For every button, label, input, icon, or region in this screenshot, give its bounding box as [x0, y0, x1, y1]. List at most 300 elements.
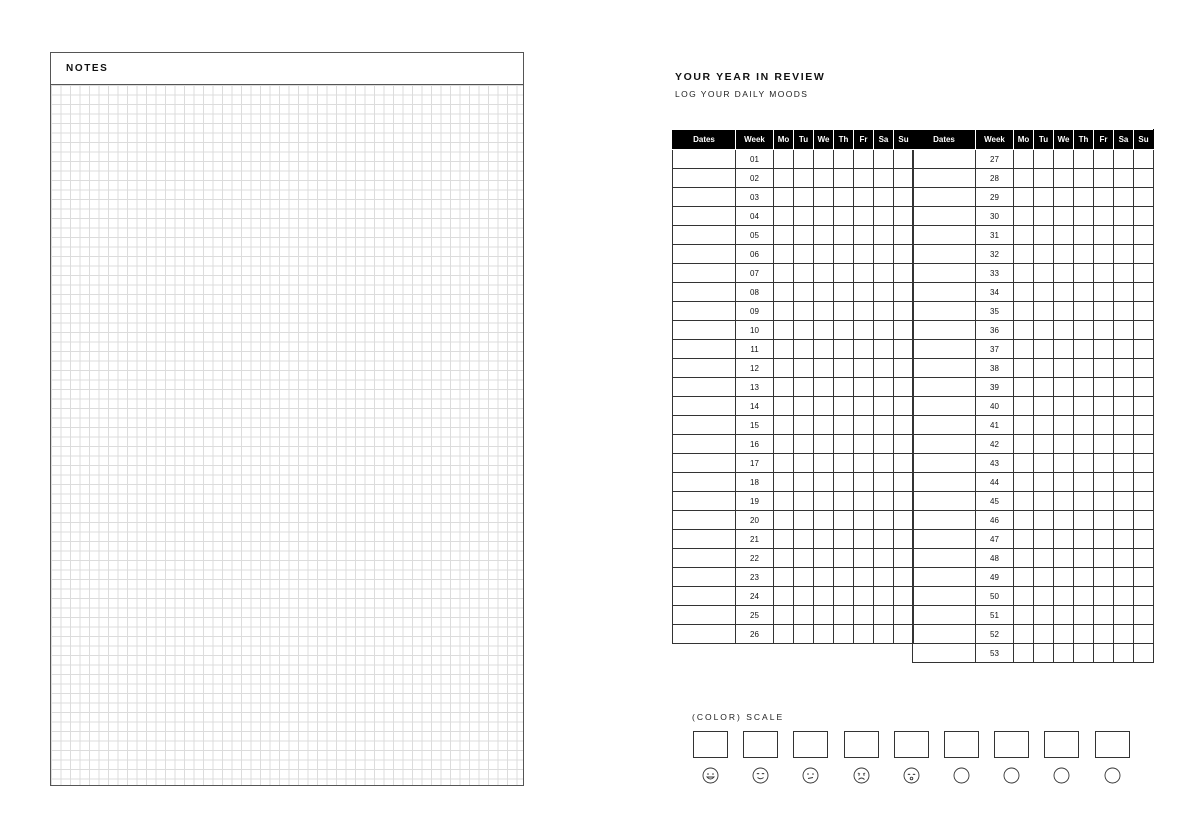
- mood-day-cell[interactable]: [1034, 568, 1054, 587]
- dates-cell[interactable]: [673, 321, 736, 340]
- dates-cell[interactable]: [673, 207, 736, 226]
- mood-day-cell[interactable]: [1054, 283, 1074, 302]
- mood-day-cell[interactable]: [794, 397, 814, 416]
- mood-day-cell[interactable]: [814, 302, 834, 321]
- mood-day-cell[interactable]: [814, 606, 834, 625]
- mood-day-cell[interactable]: [1094, 245, 1114, 264]
- mood-day-cell[interactable]: [854, 340, 874, 359]
- mood-day-cell[interactable]: [1054, 264, 1074, 283]
- mood-day-cell[interactable]: [1134, 264, 1154, 283]
- mood-day-cell[interactable]: [1094, 283, 1114, 302]
- mood-day-cell[interactable]: [1014, 207, 1034, 226]
- mood-day-cell[interactable]: [1114, 245, 1134, 264]
- mood-day-cell[interactable]: [894, 568, 914, 587]
- mood-day-cell[interactable]: [1014, 568, 1034, 587]
- mood-day-cell[interactable]: [814, 245, 834, 264]
- mood-day-cell[interactable]: [834, 568, 854, 587]
- mood-day-cell[interactable]: [1014, 226, 1034, 245]
- mood-day-cell[interactable]: [834, 150, 854, 169]
- mood-day-cell[interactable]: [1134, 226, 1154, 245]
- dates-cell[interactable]: [913, 264, 976, 283]
- mood-day-cell[interactable]: [1034, 530, 1054, 549]
- mood-day-cell[interactable]: [1094, 302, 1114, 321]
- mood-day-cell[interactable]: [874, 245, 894, 264]
- mood-day-cell[interactable]: [1074, 587, 1094, 606]
- mood-day-cell[interactable]: [774, 587, 794, 606]
- mood-day-cell[interactable]: [1054, 435, 1074, 454]
- mood-day-cell[interactable]: [854, 188, 874, 207]
- mood-day-cell[interactable]: [834, 207, 854, 226]
- mood-day-cell[interactable]: [1094, 454, 1114, 473]
- dates-cell[interactable]: [673, 340, 736, 359]
- mood-day-cell[interactable]: [854, 378, 874, 397]
- mood-day-cell[interactable]: [874, 435, 894, 454]
- mood-day-cell[interactable]: [774, 321, 794, 340]
- mood-day-cell[interactable]: [1134, 169, 1154, 188]
- mood-day-cell[interactable]: [774, 378, 794, 397]
- mood-day-cell[interactable]: [1134, 321, 1154, 340]
- dates-cell[interactable]: [913, 511, 976, 530]
- mood-day-cell[interactable]: [894, 302, 914, 321]
- mood-day-cell[interactable]: [794, 587, 814, 606]
- mood-day-cell[interactable]: [1034, 188, 1054, 207]
- mood-day-cell[interactable]: [1034, 150, 1054, 169]
- mood-day-cell[interactable]: [774, 530, 794, 549]
- mood-day-cell[interactable]: [1134, 245, 1154, 264]
- mood-day-cell[interactable]: [894, 188, 914, 207]
- mood-day-cell[interactable]: [894, 606, 914, 625]
- dates-cell[interactable]: [673, 378, 736, 397]
- mood-day-cell[interactable]: [1134, 606, 1154, 625]
- mood-day-cell[interactable]: [1094, 511, 1114, 530]
- mood-day-cell[interactable]: [1134, 568, 1154, 587]
- mood-day-cell[interactable]: [774, 340, 794, 359]
- mood-day-cell[interactable]: [794, 606, 814, 625]
- mood-day-cell[interactable]: [1014, 340, 1034, 359]
- mood-day-cell[interactable]: [1054, 397, 1074, 416]
- mood-day-cell[interactable]: [1114, 264, 1134, 283]
- mood-day-cell[interactable]: [1114, 169, 1134, 188]
- dates-cell[interactable]: [673, 359, 736, 378]
- mood-day-cell[interactable]: [1094, 340, 1114, 359]
- mood-day-cell[interactable]: [1034, 625, 1054, 644]
- mood-day-cell[interactable]: [874, 302, 894, 321]
- mood-day-cell[interactable]: [1054, 321, 1074, 340]
- mood-day-cell[interactable]: [854, 435, 874, 454]
- mood-day-cell[interactable]: [1014, 302, 1034, 321]
- mood-day-cell[interactable]: [1014, 188, 1034, 207]
- mood-day-cell[interactable]: [814, 188, 834, 207]
- dates-cell[interactable]: [913, 150, 976, 169]
- dates-cell[interactable]: [913, 435, 976, 454]
- mood-day-cell[interactable]: [874, 378, 894, 397]
- mood-day-cell[interactable]: [1054, 207, 1074, 226]
- mood-day-cell[interactable]: [774, 568, 794, 587]
- mood-day-cell[interactable]: [1014, 644, 1034, 663]
- mood-day-cell[interactable]: [1034, 473, 1054, 492]
- mood-day-cell[interactable]: [794, 302, 814, 321]
- mood-day-cell[interactable]: [1014, 511, 1034, 530]
- dates-cell[interactable]: [673, 169, 736, 188]
- mood-day-cell[interactable]: [1014, 606, 1034, 625]
- mood-day-cell[interactable]: [834, 169, 854, 188]
- dates-cell[interactable]: [913, 587, 976, 606]
- mood-day-cell[interactable]: [1094, 587, 1114, 606]
- mood-day-cell[interactable]: [834, 321, 854, 340]
- color-swatch[interactable]: [793, 731, 828, 758]
- mood-day-cell[interactable]: [1114, 644, 1134, 663]
- mood-day-cell[interactable]: [894, 207, 914, 226]
- mood-day-cell[interactable]: [894, 549, 914, 568]
- mood-day-cell[interactable]: [1094, 473, 1114, 492]
- mood-day-cell[interactable]: [1134, 587, 1154, 606]
- mood-day-cell[interactable]: [1014, 549, 1034, 568]
- color-swatch[interactable]: [994, 731, 1029, 758]
- mood-day-cell[interactable]: [1074, 549, 1094, 568]
- mood-day-cell[interactable]: [1114, 492, 1134, 511]
- mood-day-cell[interactable]: [794, 359, 814, 378]
- mood-day-cell[interactable]: [1054, 473, 1074, 492]
- mood-day-cell[interactable]: [774, 150, 794, 169]
- mood-day-cell[interactable]: [794, 492, 814, 511]
- mood-day-cell[interactable]: [894, 511, 914, 530]
- mood-day-cell[interactable]: [1014, 435, 1034, 454]
- mood-day-cell[interactable]: [894, 359, 914, 378]
- mood-day-cell[interactable]: [774, 169, 794, 188]
- dates-cell[interactable]: [913, 226, 976, 245]
- mood-day-cell[interactable]: [1134, 207, 1154, 226]
- mood-day-cell[interactable]: [1054, 169, 1074, 188]
- dates-cell[interactable]: [913, 568, 976, 587]
- mood-day-cell[interactable]: [1014, 264, 1034, 283]
- mood-day-cell[interactable]: [834, 625, 854, 644]
- mood-day-cell[interactable]: [1094, 530, 1114, 549]
- mood-day-cell[interactable]: [1094, 606, 1114, 625]
- dates-cell[interactable]: [673, 530, 736, 549]
- mood-day-cell[interactable]: [1114, 283, 1134, 302]
- dates-cell[interactable]: [673, 587, 736, 606]
- dates-cell[interactable]: [913, 302, 976, 321]
- dates-cell[interactable]: [913, 340, 976, 359]
- mood-day-cell[interactable]: [894, 340, 914, 359]
- mood-day-cell[interactable]: [1114, 302, 1134, 321]
- mood-day-cell[interactable]: [894, 169, 914, 188]
- mood-day-cell[interactable]: [874, 340, 894, 359]
- mood-day-cell[interactable]: [854, 359, 874, 378]
- mood-day-cell[interactable]: [794, 150, 814, 169]
- mood-day-cell[interactable]: [814, 549, 834, 568]
- dates-cell[interactable]: [913, 492, 976, 511]
- mood-day-cell[interactable]: [794, 226, 814, 245]
- mood-day-cell[interactable]: [1014, 150, 1034, 169]
- mood-day-cell[interactable]: [1114, 207, 1134, 226]
- mood-day-cell[interactable]: [1134, 530, 1154, 549]
- mood-day-cell[interactable]: [834, 359, 854, 378]
- mood-day-cell[interactable]: [814, 150, 834, 169]
- mood-day-cell[interactable]: [1134, 150, 1154, 169]
- mood-day-cell[interactable]: [1014, 321, 1034, 340]
- mood-day-cell[interactable]: [774, 511, 794, 530]
- mood-day-cell[interactable]: [774, 302, 794, 321]
- mood-day-cell[interactable]: [1074, 435, 1094, 454]
- mood-day-cell[interactable]: [814, 359, 834, 378]
- mood-day-cell[interactable]: [1074, 359, 1094, 378]
- mood-day-cell[interactable]: [1114, 549, 1134, 568]
- mood-day-cell[interactable]: [1034, 644, 1054, 663]
- dates-cell[interactable]: [913, 416, 976, 435]
- mood-day-cell[interactable]: [1054, 302, 1074, 321]
- mood-day-cell[interactable]: [1114, 188, 1134, 207]
- mood-day-cell[interactable]: [894, 264, 914, 283]
- mood-day-cell[interactable]: [1014, 492, 1034, 511]
- mood-day-cell[interactable]: [1034, 340, 1054, 359]
- mood-day-cell[interactable]: [874, 473, 894, 492]
- mood-day-cell[interactable]: [1054, 606, 1074, 625]
- dates-cell[interactable]: [913, 606, 976, 625]
- mood-day-cell[interactable]: [1114, 511, 1134, 530]
- mood-day-cell[interactable]: [894, 378, 914, 397]
- mood-day-cell[interactable]: [814, 625, 834, 644]
- mood-day-cell[interactable]: [1054, 226, 1074, 245]
- mood-day-cell[interactable]: [1074, 169, 1094, 188]
- mood-day-cell[interactable]: [1034, 169, 1054, 188]
- mood-day-cell[interactable]: [874, 492, 894, 511]
- mood-day-cell[interactable]: [814, 340, 834, 359]
- dates-cell[interactable]: [913, 245, 976, 264]
- mood-day-cell[interactable]: [854, 397, 874, 416]
- mood-day-cell[interactable]: [1054, 340, 1074, 359]
- mood-day-cell[interactable]: [1114, 397, 1134, 416]
- mood-day-cell[interactable]: [894, 435, 914, 454]
- mood-day-cell[interactable]: [1034, 511, 1054, 530]
- dates-cell[interactable]: [673, 568, 736, 587]
- mood-day-cell[interactable]: [1014, 416, 1034, 435]
- mood-day-cell[interactable]: [1074, 188, 1094, 207]
- mood-day-cell[interactable]: [834, 188, 854, 207]
- mood-day-cell[interactable]: [874, 568, 894, 587]
- mood-day-cell[interactable]: [834, 397, 854, 416]
- mood-day-cell[interactable]: [1034, 359, 1054, 378]
- mood-day-cell[interactable]: [854, 207, 874, 226]
- mood-day-cell[interactable]: [774, 283, 794, 302]
- dates-cell[interactable]: [673, 283, 736, 302]
- mood-day-cell[interactable]: [1094, 264, 1114, 283]
- mood-day-cell[interactable]: [854, 245, 874, 264]
- mood-day-cell[interactable]: [1134, 511, 1154, 530]
- mood-day-cell[interactable]: [1074, 283, 1094, 302]
- mood-day-cell[interactable]: [1094, 359, 1114, 378]
- dates-cell[interactable]: [913, 283, 976, 302]
- mood-day-cell[interactable]: [1054, 378, 1074, 397]
- mood-day-cell[interactable]: [1134, 397, 1154, 416]
- mood-day-cell[interactable]: [1014, 359, 1034, 378]
- mood-day-cell[interactable]: [854, 625, 874, 644]
- mood-day-cell[interactable]: [1054, 188, 1074, 207]
- mood-day-cell[interactable]: [1094, 625, 1114, 644]
- mood-day-cell[interactable]: [1014, 454, 1034, 473]
- mood-day-cell[interactable]: [1074, 264, 1094, 283]
- mood-day-cell[interactable]: [794, 264, 814, 283]
- mood-day-cell[interactable]: [854, 511, 874, 530]
- mood-day-cell[interactable]: [1094, 435, 1114, 454]
- mood-day-cell[interactable]: [1074, 454, 1094, 473]
- mood-day-cell[interactable]: [834, 587, 854, 606]
- mood-day-cell[interactable]: [794, 188, 814, 207]
- dates-cell[interactable]: [913, 378, 976, 397]
- mood-day-cell[interactable]: [1134, 340, 1154, 359]
- mood-day-cell[interactable]: [774, 549, 794, 568]
- mood-day-cell[interactable]: [834, 283, 854, 302]
- mood-day-cell[interactable]: [774, 397, 794, 416]
- dates-cell[interactable]: [913, 549, 976, 568]
- mood-day-cell[interactable]: [1114, 150, 1134, 169]
- mood-day-cell[interactable]: [1114, 606, 1134, 625]
- mood-day-cell[interactable]: [834, 302, 854, 321]
- mood-day-cell[interactable]: [1014, 587, 1034, 606]
- mood-day-cell[interactable]: [1134, 549, 1154, 568]
- dates-cell[interactable]: [673, 150, 736, 169]
- mood-day-cell[interactable]: [774, 625, 794, 644]
- mood-day-cell[interactable]: [774, 473, 794, 492]
- mood-day-cell[interactable]: [1034, 378, 1054, 397]
- mood-day-cell[interactable]: [1074, 150, 1094, 169]
- dates-cell[interactable]: [913, 530, 976, 549]
- mood-day-cell[interactable]: [814, 397, 834, 416]
- mood-day-cell[interactable]: [794, 625, 814, 644]
- mood-day-cell[interactable]: [1074, 644, 1094, 663]
- mood-day-cell[interactable]: [794, 530, 814, 549]
- mood-day-cell[interactable]: [854, 150, 874, 169]
- mood-day-cell[interactable]: [1034, 264, 1054, 283]
- mood-day-cell[interactable]: [1094, 397, 1114, 416]
- mood-day-cell[interactable]: [1114, 321, 1134, 340]
- dates-cell[interactable]: [673, 302, 736, 321]
- mood-day-cell[interactable]: [1034, 321, 1054, 340]
- mood-day-cell[interactable]: [874, 169, 894, 188]
- mood-day-cell[interactable]: [894, 530, 914, 549]
- mood-day-cell[interactable]: [1094, 644, 1114, 663]
- mood-day-cell[interactable]: [1054, 416, 1074, 435]
- mood-day-cell[interactable]: [1134, 283, 1154, 302]
- mood-day-cell[interactable]: [794, 207, 814, 226]
- mood-day-cell[interactable]: [1054, 454, 1074, 473]
- mood-day-cell[interactable]: [854, 568, 874, 587]
- mood-day-cell[interactable]: [814, 435, 834, 454]
- mood-day-cell[interactable]: [1014, 530, 1034, 549]
- mood-day-cell[interactable]: [1094, 568, 1114, 587]
- dates-cell[interactable]: [673, 606, 736, 625]
- dates-cell[interactable]: [673, 454, 736, 473]
- mood-day-cell[interactable]: [1074, 492, 1094, 511]
- mood-day-cell[interactable]: [1114, 435, 1134, 454]
- mood-day-cell[interactable]: [854, 226, 874, 245]
- mood-day-cell[interactable]: [1014, 283, 1034, 302]
- mood-day-cell[interactable]: [1014, 473, 1034, 492]
- mood-day-cell[interactable]: [1054, 150, 1074, 169]
- mood-day-cell[interactable]: [774, 245, 794, 264]
- mood-day-cell[interactable]: [814, 264, 834, 283]
- mood-day-cell[interactable]: [854, 302, 874, 321]
- dates-cell[interactable]: [673, 226, 736, 245]
- dates-cell[interactable]: [913, 321, 976, 340]
- mood-day-cell[interactable]: [854, 454, 874, 473]
- mood-day-cell[interactable]: [774, 226, 794, 245]
- mood-day-cell[interactable]: [834, 511, 854, 530]
- mood-day-cell[interactable]: [834, 606, 854, 625]
- mood-day-cell[interactable]: [874, 226, 894, 245]
- mood-day-cell[interactable]: [1134, 359, 1154, 378]
- mood-day-cell[interactable]: [854, 473, 874, 492]
- mood-day-cell[interactable]: [1054, 625, 1074, 644]
- mood-day-cell[interactable]: [1014, 169, 1034, 188]
- mood-day-cell[interactable]: [1014, 245, 1034, 264]
- mood-day-cell[interactable]: [1034, 587, 1054, 606]
- mood-day-cell[interactable]: [794, 340, 814, 359]
- mood-day-cell[interactable]: [1034, 606, 1054, 625]
- color-swatch[interactable]: [693, 731, 728, 758]
- mood-day-cell[interactable]: [1094, 321, 1114, 340]
- mood-day-cell[interactable]: [1114, 530, 1134, 549]
- mood-day-cell[interactable]: [1094, 169, 1114, 188]
- mood-day-cell[interactable]: [814, 492, 834, 511]
- mood-day-cell[interactable]: [1094, 416, 1114, 435]
- mood-day-cell[interactable]: [1054, 549, 1074, 568]
- dates-cell[interactable]: [673, 245, 736, 264]
- mood-day-cell[interactable]: [1074, 511, 1094, 530]
- mood-day-cell[interactable]: [794, 416, 814, 435]
- mood-day-cell[interactable]: [1074, 397, 1094, 416]
- mood-day-cell[interactable]: [1094, 226, 1114, 245]
- mood-day-cell[interactable]: [1094, 150, 1114, 169]
- mood-day-cell[interactable]: [814, 587, 834, 606]
- mood-day-cell[interactable]: [1134, 492, 1154, 511]
- mood-day-cell[interactable]: [1114, 226, 1134, 245]
- color-swatch[interactable]: [743, 731, 778, 758]
- color-swatch[interactable]: [1044, 731, 1079, 758]
- mood-day-cell[interactable]: [874, 606, 894, 625]
- mood-day-cell[interactable]: [774, 207, 794, 226]
- mood-day-cell[interactable]: [894, 625, 914, 644]
- mood-day-cell[interactable]: [1074, 473, 1094, 492]
- mood-day-cell[interactable]: [1054, 359, 1074, 378]
- mood-day-cell[interactable]: [1134, 644, 1154, 663]
- mood-day-cell[interactable]: [894, 416, 914, 435]
- mood-day-cell[interactable]: [1094, 492, 1114, 511]
- dates-cell[interactable]: [913, 644, 976, 663]
- mood-day-cell[interactable]: [874, 188, 894, 207]
- mood-day-cell[interactable]: [894, 245, 914, 264]
- mood-day-cell[interactable]: [1114, 416, 1134, 435]
- mood-day-cell[interactable]: [874, 207, 894, 226]
- mood-day-cell[interactable]: [834, 454, 854, 473]
- mood-day-cell[interactable]: [894, 321, 914, 340]
- color-swatch[interactable]: [944, 731, 979, 758]
- dates-cell[interactable]: [673, 473, 736, 492]
- mood-day-cell[interactable]: [1134, 454, 1154, 473]
- mood-day-cell[interactable]: [1074, 606, 1094, 625]
- mood-day-cell[interactable]: [814, 207, 834, 226]
- mood-day-cell[interactable]: [1034, 435, 1054, 454]
- dates-cell[interactable]: [673, 549, 736, 568]
- dates-cell[interactable]: [673, 435, 736, 454]
- mood-day-cell[interactable]: [794, 549, 814, 568]
- dates-cell[interactable]: [673, 397, 736, 416]
- dates-cell[interactable]: [913, 397, 976, 416]
- mood-day-cell[interactable]: [854, 530, 874, 549]
- mood-day-cell[interactable]: [854, 264, 874, 283]
- mood-day-cell[interactable]: [834, 435, 854, 454]
- mood-day-cell[interactable]: [1114, 359, 1134, 378]
